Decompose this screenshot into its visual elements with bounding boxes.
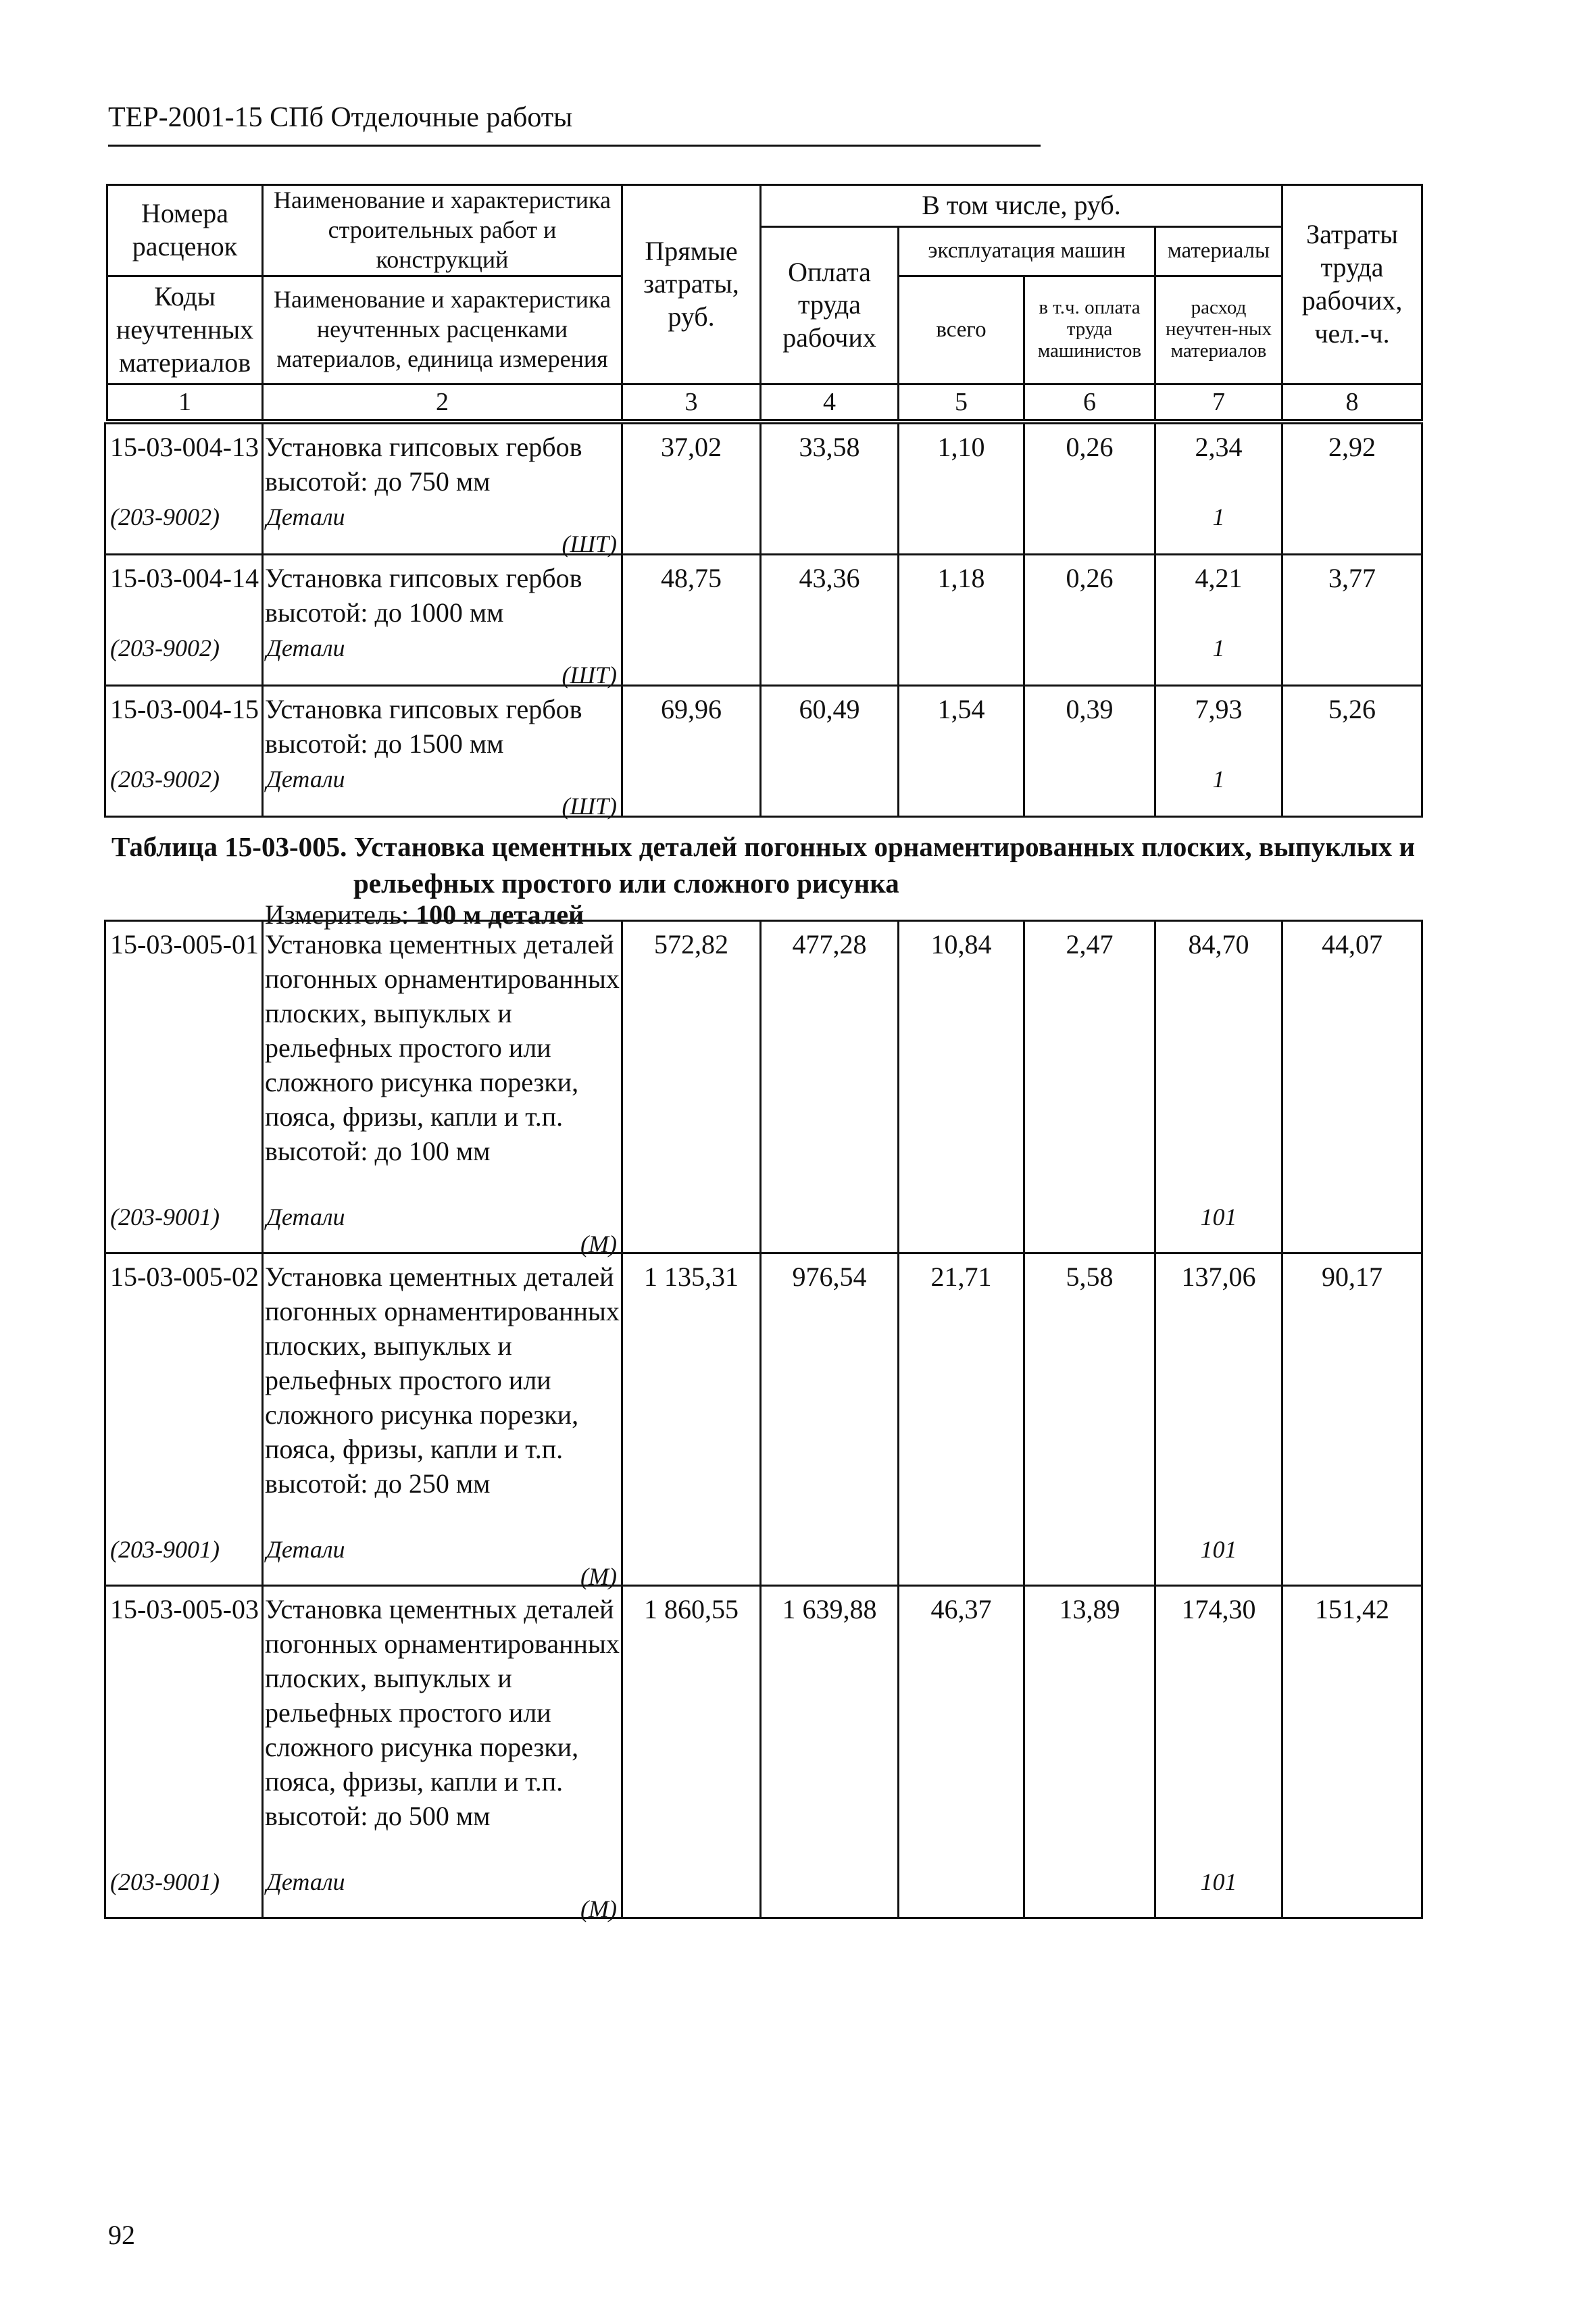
measure-value: 100 м деталей: [416, 899, 584, 930]
rate-code: 15-03-004-13: [110, 432, 259, 462]
direct-costs: 48,75: [661, 563, 722, 593]
machinists-pay: 0,26: [1066, 432, 1114, 462]
material-name: Детали: [266, 634, 345, 662]
header-labor-hours: Затраты труда рабочих, чел.-ч.: [1282, 185, 1422, 384]
materials-cost: 174,30: [1181, 1594, 1256, 1624]
material-unit: (М): [580, 1563, 617, 1590]
material-unit: (ШТ): [562, 793, 617, 820]
table-004: [104, 422, 1423, 818]
col-number: 4: [761, 384, 899, 420]
material-unit: (ШТ): [562, 662, 617, 689]
material-code: (203-9002): [110, 634, 220, 662]
rate-code: 15-03-005-03: [110, 1594, 259, 1624]
col-number: 5: [899, 384, 1024, 420]
material-qty: 1: [1212, 503, 1225, 530]
table-caption: [111, 828, 1429, 901]
labor-hours: 151,42: [1315, 1594, 1389, 1624]
machinists-pay: 13,89: [1059, 1594, 1120, 1624]
table-row: [105, 1253, 1422, 1586]
labor-pay: 1 639,88: [782, 1594, 877, 1624]
labor-hours: 2,92: [1328, 432, 1376, 462]
column-header-table: [106, 184, 1423, 421]
machines-total: 46,37: [930, 1594, 992, 1624]
work-name: Установка цементных деталей погонных орнаментированных плоских, выпуклых и рельефных простого или сложного рисунка порезки, пояса, фризы, капли и т.п. высотой: до 100 мм: [265, 929, 620, 1166]
rate-code: 15-03-004-14: [110, 563, 259, 593]
materials-cost: 2,34: [1195, 432, 1243, 462]
col-number: 3: [622, 384, 761, 420]
labor-hours: 44,07: [1322, 929, 1382, 960]
materials-cost: 137,06: [1181, 1262, 1256, 1292]
machines-total: 1,10: [937, 432, 985, 462]
col-number: 8: [1282, 384, 1422, 420]
header-machinists-pay: в т.ч. оплата труда машинистов: [1024, 276, 1155, 384]
running-title: ТЕР-2001-15 СПб Отделочные работы: [108, 102, 573, 133]
material-name: Детали: [266, 503, 345, 530]
machines-total: 21,71: [930, 1262, 992, 1292]
header-materials: материалы: [1155, 227, 1282, 276]
material-qty: 1: [1212, 634, 1225, 662]
rate-code: 15-03-005-02: [110, 1262, 259, 1292]
header-name: Наименование и характеристика строительных работ и конструкций: [263, 185, 622, 276]
work-name: Установка цементных деталей погонных орнаментированных плоских, выпуклых и рельефных простого или сложного рисунка порезки, пояса, фризы, капли и т.п. высотой: до 500 мм: [265, 1594, 620, 1831]
material-unit: (ШТ): [562, 530, 617, 557]
header-labor-pay: Оплата труда рабочих: [761, 227, 899, 384]
table-row: [105, 555, 1422, 686]
material-qty: 101: [1200, 1536, 1237, 1563]
title-rule: [108, 145, 1041, 147]
materials-cost: 4,21: [1195, 563, 1243, 593]
machines-total: 1,54: [937, 694, 985, 724]
table-row: [105, 921, 1422, 1253]
material-code: (203-9001): [110, 1203, 220, 1230]
material-name: Детали: [266, 1868, 345, 1895]
page-number: 92: [108, 2220, 135, 2250]
material-qty: 1: [1212, 766, 1225, 793]
material-name: Детали: [266, 1536, 345, 1563]
header-unaccounted-materials: расход неучтен-ных материалов: [1155, 276, 1282, 384]
material-qty: 101: [1200, 1868, 1237, 1895]
header-direct-costs: Прямые затраты, руб.: [622, 185, 761, 384]
header-machines: эксплуатация машин: [899, 227, 1155, 276]
material-code: (203-9002): [110, 766, 220, 793]
material-name: Детали: [266, 1203, 345, 1230]
labor-hours: 5,26: [1328, 694, 1376, 724]
direct-costs: 1 135,31: [644, 1262, 739, 1292]
materials-cost: 84,70: [1188, 929, 1249, 960]
material-unit: (М): [580, 1230, 617, 1258]
machines-total: 10,84: [930, 929, 992, 960]
labor-pay: 477,28: [792, 929, 867, 960]
table-row: [105, 686, 1422, 817]
table-row: [105, 1586, 1422, 1918]
labor-pay: 976,54: [792, 1262, 867, 1292]
rate-code: 15-03-005-01: [110, 929, 259, 960]
header-codes: Номера расценок: [107, 185, 263, 276]
col-number: 2: [263, 384, 622, 420]
header-group-including: В том числе, руб.: [761, 185, 1282, 227]
measure-label: Измеритель:: [265, 899, 409, 930]
rate-code: 15-03-004-15: [110, 694, 259, 724]
col-number: 6: [1024, 384, 1155, 420]
labor-pay: 33,58: [799, 432, 860, 462]
table-005: [104, 920, 1423, 1922]
machinists-pay: 0,39: [1066, 694, 1114, 724]
direct-costs: 69,96: [661, 694, 722, 724]
material-unit: (М): [580, 1895, 617, 1922]
col-number: 7: [1155, 384, 1282, 420]
col-number: 1: [107, 384, 263, 420]
header-material-codes: Коды неучтенных материалов: [107, 276, 263, 384]
labor-hours: 90,17: [1322, 1262, 1382, 1292]
materials-cost: 7,93: [1195, 694, 1243, 724]
caption-line-1: Таблица 15-03-005. Установка цементных деталей погонных орнаментированных плоских, выпуклых и: [111, 831, 1416, 862]
header-material-names: Наименование и характеристика неучтенных расценками материалов, единица измерения: [263, 276, 622, 384]
machines-total: 1,18: [937, 563, 985, 593]
material-qty: 101: [1200, 1203, 1237, 1230]
machinists-pay: 5,58: [1066, 1262, 1114, 1292]
work-name: Установка гипсовых гербов высотой: до 1000 мм: [265, 563, 582, 628]
work-name: Установка гипсовых гербов высотой: до 750 мм: [265, 432, 582, 497]
machinists-pay: 0,26: [1066, 563, 1114, 593]
header-machines-total: всего: [899, 276, 1024, 384]
direct-costs: 1 860,55: [644, 1594, 739, 1624]
work-name: Установка цементных деталей погонных орнаментированных плоских, выпуклых и рельефных простого или сложного рисунка порезки, пояса, фризы, капли и т.п. высотой: до 250 мм: [265, 1262, 620, 1499]
work-name-cell: [263, 424, 622, 555]
labor-hours: 3,77: [1328, 563, 1376, 593]
rate-code-cell: [105, 424, 263, 555]
caption-line-2: рельефных простого или сложного рисунка: [353, 868, 899, 899]
machinists-pay: 2,47: [1066, 929, 1114, 960]
direct-costs: 37,02: [661, 432, 722, 462]
material-code: (203-9001): [110, 1536, 220, 1563]
material-name: Детали: [266, 766, 345, 793]
work-name: Установка гипсовых гербов высотой: до 1500 мм: [265, 694, 582, 759]
labor-pay: 60,49: [799, 694, 860, 724]
material-code: (203-9002): [110, 503, 220, 530]
direct-costs: 572,82: [654, 929, 728, 960]
labor-pay: 43,36: [799, 563, 860, 593]
table-row: [105, 424, 1422, 555]
material-code: (203-9001): [110, 1868, 220, 1895]
